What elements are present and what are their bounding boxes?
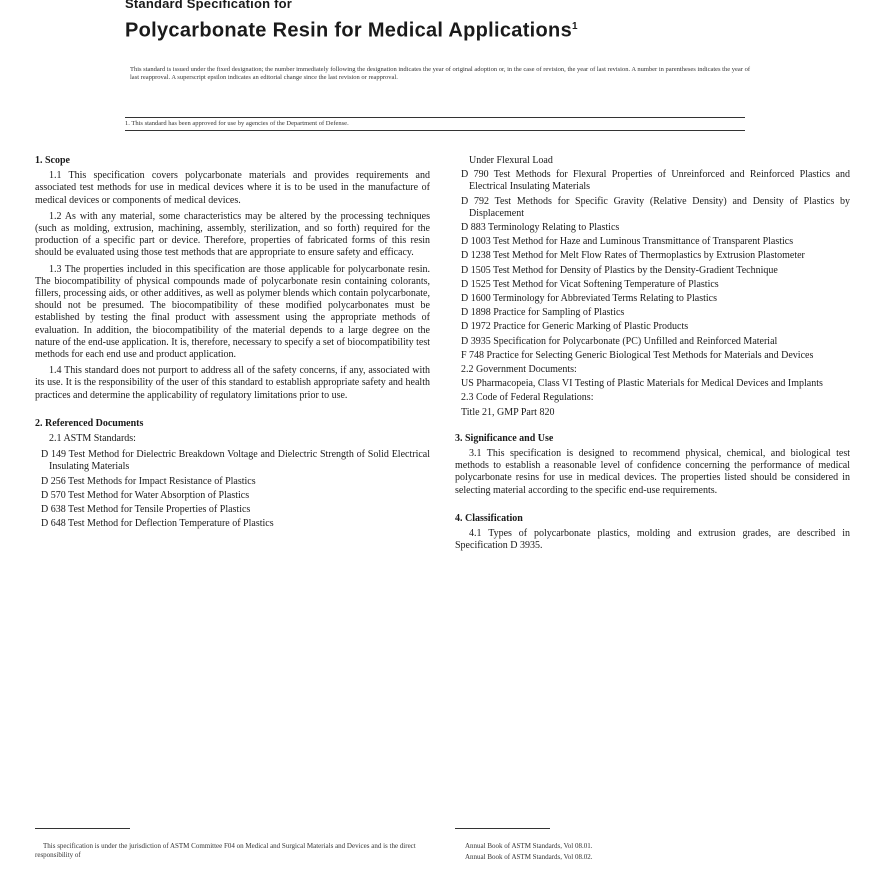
footnote: This specification is under the jurisdiction of ASTM Committee F04 on Medical and Surgical Materials and Devices and is the direct responsibility of <box>35 842 416 859</box>
footnote-block <box>465 842 860 864</box>
footnote-rule <box>35 828 130 829</box>
paragraph: 1.2 As with any material, some characteristics may be altered by the processing techniques (such as molding, extrusion, machining, assembly, sterilization, and so forth) required for the production of a specific part or device. Therefore, properties of fabricated forms of this resin should be evaluated using those test methods that are appropriate to ensure safety and efficacy. <box>35 210 430 259</box>
reference-item: D 1898 Practice for Sampling of Plastics <box>461 307 625 319</box>
reference-item: F 748 Practice for Selecting Generic Biological Test Methods for Materials and Devices <box>461 349 814 361</box>
reference-item: D 1505 Test Method for Density of Plastics by the Density-Gradient Technique <box>461 264 778 276</box>
reference-item: D 1600 Terminology for Abbreviated Terms Relating to Plastics <box>461 293 717 305</box>
paragraph: 1.1 This specification covers polycarbonate materials and provides requirements and associated test methods for use in medical devices where it is to be used in the manufacture of medical devices or components of medical devices. <box>35 170 430 206</box>
right-column <box>455 155 850 556</box>
section-heading-referenced-documents: 2. Referenced Documents <box>35 417 144 429</box>
approval-notice: 1. This standard has been approved for use by agencies of the Department of Defense. <box>125 117 745 131</box>
document-header <box>125 0 765 43</box>
designation-note: This standard is issued under the fixed designation; the number immediately following the designation indicates the year of original adoption or, in the case of revision, the year of last revision. A number in parentheses indicates the year of last reapproval. A superscript epsilon indicates an editorial change since the last revision or reapproval. <box>130 66 750 81</box>
section-heading-scope: 1. Scope <box>35 155 70 166</box>
document-title <box>125 15 765 43</box>
reference-item: D 792 Test Methods for Specific Gravity (Relative Density) and Density of Plastics by Displacement <box>461 195 850 219</box>
title-footnote-marker: 1 <box>572 21 578 32</box>
reference-item: Under Flexural Load <box>469 155 553 166</box>
reference-item: 2.2 Government Documents: <box>461 364 577 376</box>
reference-item: D 149 Test Method for Dielectric Breakdown Voltage and Dielectric Strength of Solid Electrical Insulating Materials <box>41 449 430 473</box>
section-heading-classification: 4. Classification <box>455 512 523 524</box>
reference-item: D 790 Test Methods for Flexural Properties of Unreinforced and Reinforced Plastics and Electrical Insulating Materials <box>461 169 850 193</box>
document-title-text: Polycarbonate Resin for Medical Applications <box>125 19 572 42</box>
paragraph: 2.1 ASTM Standards: <box>49 433 136 445</box>
reference-item: D 570 Test Method for Water Absorption of Plastics <box>41 489 250 501</box>
reference-item: US Pharmacopeia, Class VI Testing of Plastic Materials for Medical Devices and Implants <box>461 378 823 390</box>
paragraph: 3.1 This specification is designed to recommend physical, chemical, and biological test methods to establish a reasonable level of confidence concerning the performance of medical polycarbonate resins for use in medical devices. The properties listed should be considered in selecting material according to the specific end-use requirements. <box>455 448 850 496</box>
footnote: Annual Book of ASTM Standards, Vol 08.01. <box>465 842 593 850</box>
reference-item: D 883 Terminology Relating to Plastics <box>461 222 620 234</box>
footnote: Annual Book of ASTM Standards, Vol 08.02. <box>465 853 593 861</box>
reference-item: D 1972 Practice for Generic Marking of Plastic Products <box>461 321 689 333</box>
reference-item: D 1525 Test Method for Vicat Softening Temperature of Plastics <box>461 278 719 290</box>
reference-item: 2.3 Code of Federal Regulations: <box>461 392 594 404</box>
spacer <box>35 406 430 418</box>
reference-item: D 3935 Specification for Polycarbonate (PC) Unfilled and Reinforced Material <box>461 335 778 347</box>
footnote-rule <box>455 828 550 829</box>
document-kicker: Standard Specification for <box>125 0 293 11</box>
reference-item: D 648 Test Method for Deflection Temperature of Plastics <box>41 518 274 530</box>
reference-item: Title 21, GMP Part 820 <box>461 406 555 418</box>
paragraph: 1.4 This standard does not purport to address all of the safety concerns, if any, associated with its use. It is the responsibility of the user of this standard to establish appropriate safety and health practices and determine the applicability of regulatory limitations prior to use. <box>35 365 430 401</box>
spacer <box>455 421 850 433</box>
section-heading-significance: 3. Significance and Use <box>455 432 554 444</box>
spacer <box>455 501 850 513</box>
reference-item: D 1003 Test Method for Haze and Luminous Transmittance of Transparent Plastics <box>461 236 794 248</box>
paragraph: 1.3 The properties included in this specification are those applicable for polycarbonate resin. The biocompatibility of physical compounds made of polycarbonate resin containing colorants, fillers, processing aids, or other additives, as well as polymer blends which contain polycarbonate, should not be presumed. The biocompatibility of these modified polycarbonates must be established by testing the final product with assessment using the appropriate methods of evaluation. In addition, the biocompatibility of the material depends to a large degree on the nature of the end-use application. It is, therefore, necessary to specify a set of biocompatibility test methods for each end use and product application. <box>35 263 430 361</box>
reference-item: D 256 Test Methods for Impact Resistance of Plastics <box>41 475 256 487</box>
reference-item: D 1238 Test Method for Melt Flow Rates of Thermoplastics by Extrusion Plastometer <box>461 250 805 262</box>
paragraph: 4.1 Types of polycarbonate plastics, molding and extrusion grades, are described in Specification D 3935. <box>455 528 850 552</box>
reference-item: D 638 Test Method for Tensile Properties of Plastics <box>41 504 251 516</box>
left-column <box>35 155 430 532</box>
